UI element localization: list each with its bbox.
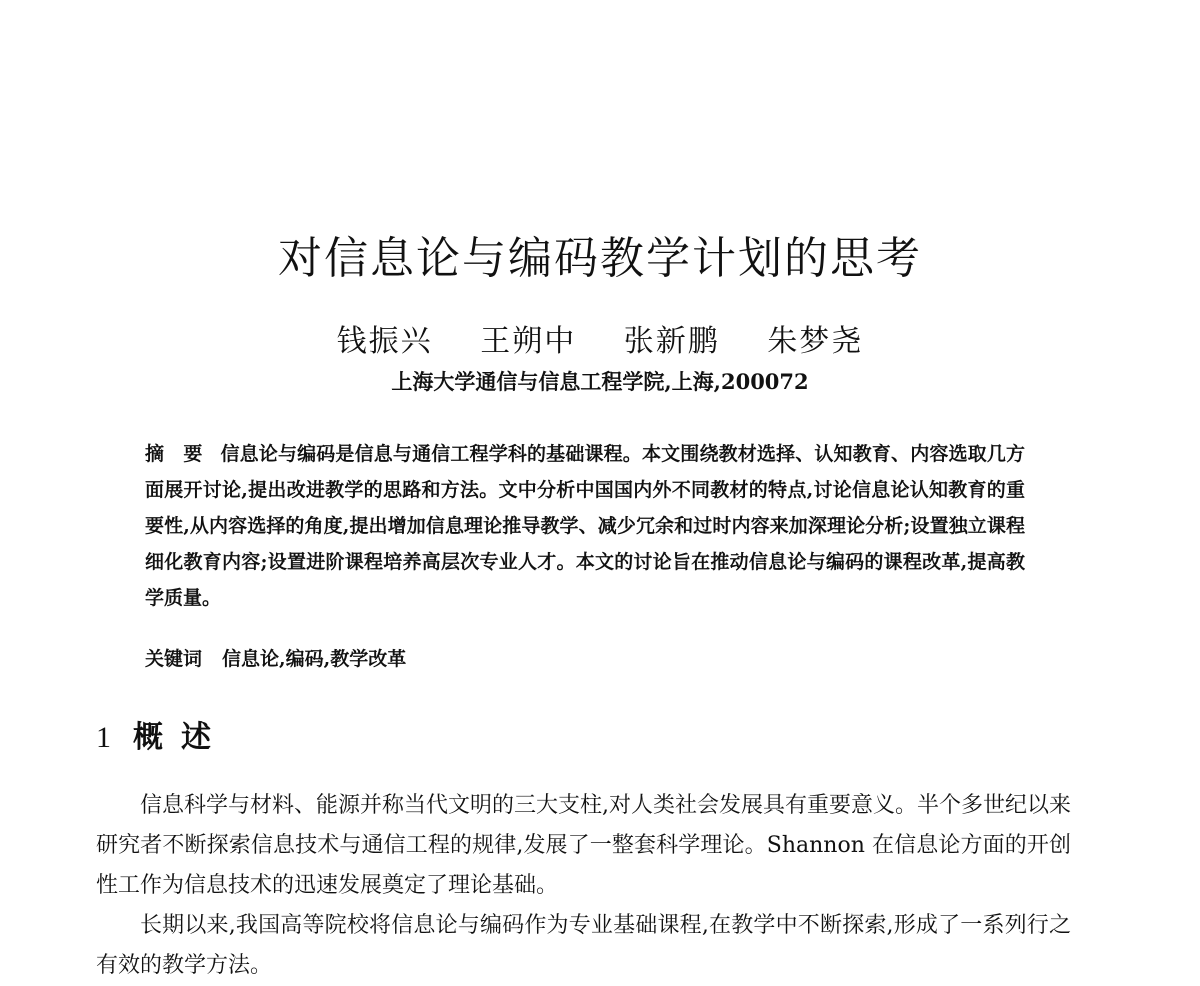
author-name: 张新鹏 [623, 324, 720, 359]
body-paragraph: 信息科学与材料、能源并称当代文明的三大支柱,对人类社会发展具有重要意义。半个多世纪以来研究者不断探索信息技术与通信工程的规律,发展了一整套科学理论。Shannon 在信息论方面的开创性工作为信息技术的迅速发展奠定了理论基础。 [96, 793, 1071, 898]
author-name: 钱振兴 [336, 324, 433, 359]
abstract [145, 436, 1025, 616]
section-title: 概述 [133, 720, 229, 755]
keywords-label: 关键词 [145, 648, 203, 670]
affiliation: 上海大学通信与信息工程学院,上海,200072 [391, 369, 809, 394]
author-list [0, 316, 1200, 360]
section-heading [96, 712, 229, 756]
abstract-label: 摘 要 [145, 443, 203, 465]
keywords [145, 644, 406, 671]
keywords-text: 信息论,编码,教学改革 [222, 648, 407, 670]
section-body [96, 786, 1071, 986]
author-name: 朱梦尧 [767, 324, 864, 359]
author-name: 王朔中 [480, 324, 577, 359]
section-number: 1 [96, 721, 111, 754]
abstract-text: 信息论与编码是信息与通信工程学科的基础课程。本文围绕教材选择、认知教育、内容选取几方面展开讨论,提出改进教学的思路和方法。文中分析中国国内外不同教材的特点,讨论信息论认知教育的重要性,从内容选择的角度,提出增加信息理论推导教学、减少冗余和过时内容来加深理论分析;设置独立课程细化教育内容;设置进阶课程培养高层次专业人才。本文的讨论旨在推动信息论与编码的课程改革,提高教学质量。 [145, 443, 1025, 609]
paper-title: 对信息论与编码教学计划的思考 [278, 233, 922, 284]
body-paragraph: 长期以来,我国高等院校将信息论与编码作为专业基础课程,在教学中不断探索,形成了一系列行之有效的教学方法。 [96, 913, 1071, 978]
